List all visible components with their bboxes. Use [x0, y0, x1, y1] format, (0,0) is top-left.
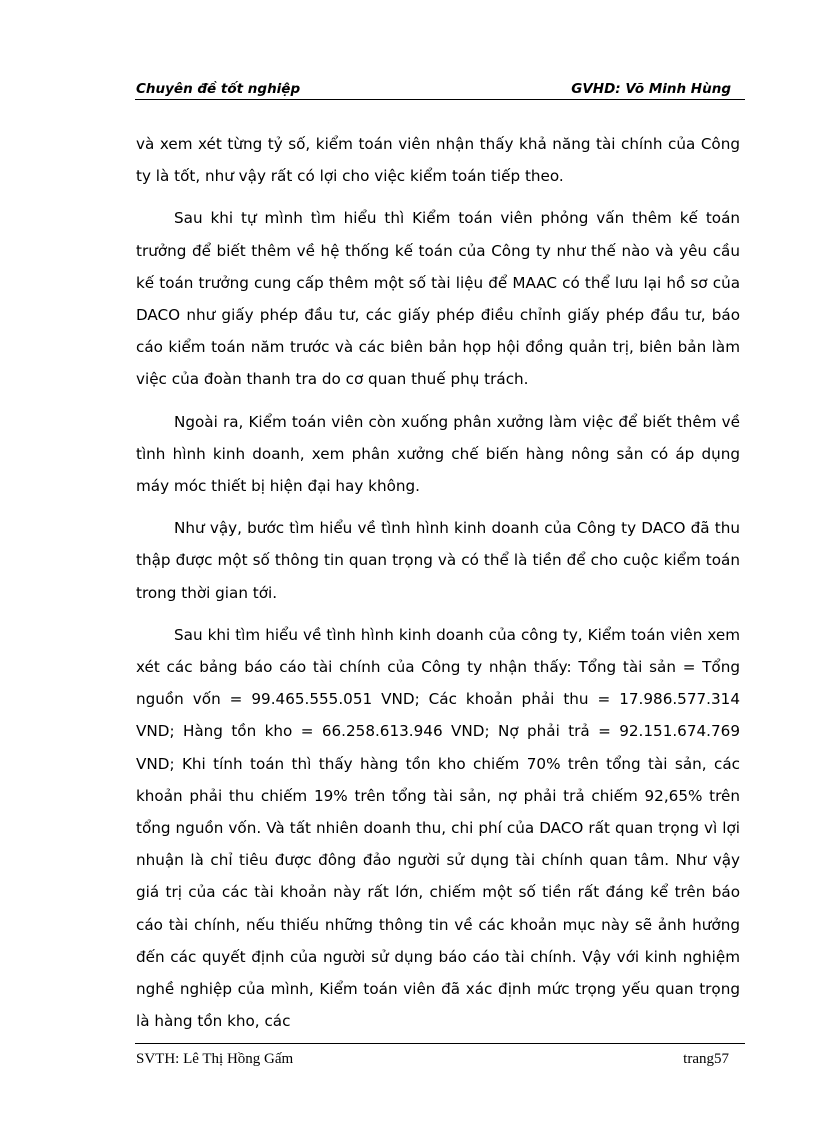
document-body [136, 128, 740, 1047]
header-advisor: GVHD: Võ Minh Hùng [571, 81, 731, 97]
page-footer [135, 1043, 745, 1067]
footer-author: SVTH: Lê Thị Hồng Gấm [136, 1051, 294, 1067]
paragraph: Sau khi tìm hiểu về tình hình kinh doanh của công ty, Kiểm toán viên xem xét các bảng báo cáo tài chính của Công ty nhận thấy: Tổng tài sản = Tổng nguồn vốn = 99.465.555.051 VND; Các khoản phải thu = 17.986.577.314 VND; Hàng tồn kho = 66.258.613.946 VND; Nợ phải trả = 92.151.674.769 VND; Khi tính toán thì thấy hàng tồn kho chiếm 70% trên tổng tài sản, các khoản phải thu chiếm 19% trên tổng tài sản, nợ phải trả chiếm 92,65% trên tổng nguồn vốn. Và tất nhiên doanh thu, chi phí của DACO rất quan trọng vì lợi nhuận là chỉ tiêu được đông đảo người sử dụng tài chính quan tâm. Như vậy giá trị của các tài khoản này rất lớn, chiếm một số tiền rất đáng kể trên báo cáo tài chính, nếu thiếu những thông tin về các khoản mục này sẽ ảnh hưởng đến các quyết định của người sử dụng báo cáo tài chính. Vậy với kinh nghiệm nghề nghiệp của mình, Kiểm toán viên đã xác định mức trọng yếu quan trọng là hàng tồn kho, các [136, 625, 740, 1031]
paragraph: Ngoài ra, Kiểm toán viên còn xuống phân xưởng làm việc để biết thêm về tình hình kinh doanh, xem phân xưởng chế biến hàng nông sản có áp dụng máy móc thiết bị hiện đại hay không. [136, 412, 740, 496]
page-number: trang57 [683, 1051, 729, 1067]
page-header [135, 80, 745, 100]
paragraph: Sau khi tự mình tìm hiểu thì Kiểm toán viên phỏng vấn thêm kế toán trưởng để biết thêm về hệ thống kế toán của Công ty như thế nào và yêu cầu kế toán trưởng cung cấp thêm một số tài liệu để MAAC có thể lưu lại hồ sơ của DACO như giấy phép đầu tư, các giấy phép điều chỉnh giấy phép đầu tư, báo cáo kiểm toán năm trước và các biên bản họp hội đồng quản trị, biên bản làm việc của đoàn thanh tra do cơ quan thuế phụ trách. [136, 209, 740, 389]
header-title: Chuyên đề tốt nghiệp [136, 81, 301, 97]
paragraph: Như vậy, bước tìm hiểu về tình hình kinh doanh của Công ty DACO đã thu thập được một số thông tin quan trọng và có thể là tiền để cho cuộc kiểm toán trong thời gian tới. [136, 519, 740, 602]
paragraph: và xem xét từng tỷ số, kiểm toán viên nhận thấy khả năng tài chính của Công ty là tốt, như vậy rất có lợi cho việc kiểm toán tiếp theo. [136, 135, 740, 186]
